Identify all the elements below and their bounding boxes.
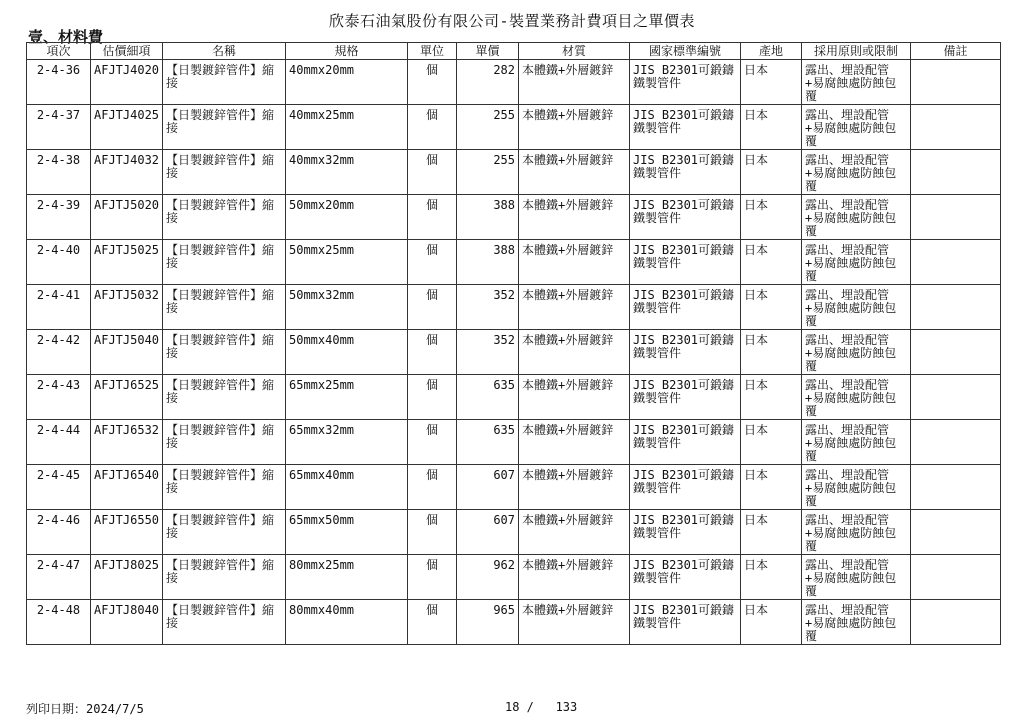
cell-name: 【日製鍍鋅管件】縮接 <box>163 510 286 555</box>
cell-spec: 50mmx25mm <box>286 240 408 285</box>
cell-usage: 露出、埋設配管+易腐蝕處防蝕包覆 <box>802 285 911 330</box>
table-row <box>27 330 1001 375</box>
cell-note <box>911 240 1001 285</box>
cell-name: 【日製鍍鋅管件】縮接 <box>163 555 286 600</box>
cell-usage: 露出、埋設配管+易腐蝕處防蝕包覆 <box>802 60 911 105</box>
cell-price: 352 <box>457 330 519 375</box>
cell-price: 388 <box>457 195 519 240</box>
cell-unit: 個 <box>408 420 457 465</box>
cell-code: AFJTJ5020 <box>91 195 163 240</box>
cell-usage: 露出、埋設配管+易腐蝕處防蝕包覆 <box>802 600 911 645</box>
cell-name: 【日製鍍鋅管件】縮接 <box>163 60 286 105</box>
cell-usage: 露出、埋設配管+易腐蝕處防蝕包覆 <box>802 330 911 375</box>
table-body <box>27 60 1001 645</box>
cell-note <box>911 600 1001 645</box>
table-row <box>27 510 1001 555</box>
cell-price: 607 <box>457 510 519 555</box>
cell-note <box>911 285 1001 330</box>
table-row <box>27 195 1001 240</box>
cell-note <box>911 195 1001 240</box>
cell-note <box>911 105 1001 150</box>
cell-unit: 個 <box>408 330 457 375</box>
header-price: 單價 <box>457 43 519 60</box>
cell-item: 2-4-43 <box>27 375 91 420</box>
cell-usage: 露出、埋設配管+易腐蝕處防蝕包覆 <box>802 150 911 195</box>
cell-item: 2-4-42 <box>27 330 91 375</box>
cell-note <box>911 60 1001 105</box>
cell-unit: 個 <box>408 510 457 555</box>
cell-spec: 50mmx32mm <box>286 285 408 330</box>
cell-unit: 個 <box>408 555 457 600</box>
cell-price: 607 <box>457 465 519 510</box>
header-standard: 國家標準編號 <box>630 43 741 60</box>
cell-spec: 50mmx20mm <box>286 195 408 240</box>
cell-item: 2-4-44 <box>27 420 91 465</box>
cell-item: 2-4-46 <box>27 510 91 555</box>
cell-usage: 露出、埋設配管+易腐蝕處防蝕包覆 <box>802 465 911 510</box>
cell-name: 【日製鍍鋅管件】縮接 <box>163 600 286 645</box>
cell-spec: 40mmx25mm <box>286 105 408 150</box>
cell-origin: 日本 <box>741 600 802 645</box>
table-row <box>27 600 1001 645</box>
cell-standard: JIS B2301可鍛鑄鐵製管件 <box>630 330 741 375</box>
cell-usage: 露出、埋設配管+易腐蝕處防蝕包覆 <box>802 375 911 420</box>
cell-usage: 露出、埋設配管+易腐蝕處防蝕包覆 <box>802 240 911 285</box>
page-number: 18 / 133 <box>505 700 578 714</box>
cell-name: 【日製鍍鋅管件】縮接 <box>163 420 286 465</box>
cell-origin: 日本 <box>741 330 802 375</box>
cell-code: AFJTJ5025 <box>91 240 163 285</box>
cell-item: 2-4-38 <box>27 150 91 195</box>
header-item: 項次 <box>27 43 91 60</box>
header-usage: 採用原則或限制 <box>802 43 911 60</box>
cell-item: 2-4-39 <box>27 195 91 240</box>
table-row <box>27 555 1001 600</box>
cell-name: 【日製鍍鋅管件】縮接 <box>163 375 286 420</box>
cell-unit: 個 <box>408 240 457 285</box>
cell-name: 【日製鍍鋅管件】縮接 <box>163 105 286 150</box>
cell-standard: JIS B2301可鍛鑄鐵製管件 <box>630 465 741 510</box>
cell-price: 352 <box>457 285 519 330</box>
cell-name: 【日製鍍鋅管件】縮接 <box>163 195 286 240</box>
cell-spec: 65mmx25mm <box>286 375 408 420</box>
cell-standard: JIS B2301可鍛鑄鐵製管件 <box>630 600 741 645</box>
cell-note <box>911 375 1001 420</box>
cell-material: 本體鐵+外層鍍鋅 <box>519 465 630 510</box>
cell-code: AFJTJ6550 <box>91 510 163 555</box>
cell-item: 2-4-48 <box>27 600 91 645</box>
cell-usage: 露出、埋設配管+易腐蝕處防蝕包覆 <box>802 195 911 240</box>
header-spec: 規格 <box>286 43 408 60</box>
cell-code: AFJTJ4020 <box>91 60 163 105</box>
table-row <box>27 420 1001 465</box>
table-row <box>27 240 1001 285</box>
cell-unit: 個 <box>408 195 457 240</box>
cell-spec: 50mmx40mm <box>286 330 408 375</box>
cell-note <box>911 510 1001 555</box>
cell-note <box>911 465 1001 510</box>
cell-material: 本體鐵+外層鍍鋅 <box>519 150 630 195</box>
cell-standard: JIS B2301可鍛鑄鐵製管件 <box>630 510 741 555</box>
cell-standard: JIS B2301可鍛鑄鐵製管件 <box>630 240 741 285</box>
cell-standard: JIS B2301可鍛鑄鐵製管件 <box>630 285 741 330</box>
cell-price: 965 <box>457 600 519 645</box>
cell-material: 本體鐵+外層鍍鋅 <box>519 195 630 240</box>
cell-spec: 65mmx32mm <box>286 420 408 465</box>
cell-item: 2-4-37 <box>27 105 91 150</box>
cell-unit: 個 <box>408 60 457 105</box>
cell-code: AFJTJ8025 <box>91 555 163 600</box>
cell-unit: 個 <box>408 105 457 150</box>
cell-code: AFJTJ8040 <box>91 600 163 645</box>
cell-origin: 日本 <box>741 60 802 105</box>
cell-item: 2-4-47 <box>27 555 91 600</box>
cell-price: 962 <box>457 555 519 600</box>
cell-note <box>911 330 1001 375</box>
cell-material: 本體鐵+外層鍍鋅 <box>519 60 630 105</box>
cell-origin: 日本 <box>741 375 802 420</box>
cell-standard: JIS B2301可鍛鑄鐵製管件 <box>630 195 741 240</box>
cell-code: AFJTJ6540 <box>91 465 163 510</box>
cell-code: AFJTJ4032 <box>91 150 163 195</box>
header-unit: 單位 <box>408 43 457 60</box>
table-row <box>27 60 1001 105</box>
cell-name: 【日製鍍鋅管件】縮接 <box>163 150 286 195</box>
cell-note <box>911 150 1001 195</box>
cell-material: 本體鐵+外層鍍鋅 <box>519 555 630 600</box>
cell-name: 【日製鍍鋅管件】縮接 <box>163 465 286 510</box>
print-date: 列印日期：2024/7/5 <box>26 702 144 716</box>
cell-code: AFJTJ4025 <box>91 105 163 150</box>
cell-usage: 露出、埋設配管+易腐蝕處防蝕包覆 <box>802 555 911 600</box>
cell-spec: 40mmx20mm <box>286 60 408 105</box>
cell-unit: 個 <box>408 600 457 645</box>
cell-standard: JIS B2301可鍛鑄鐵製管件 <box>630 555 741 600</box>
cell-material: 本體鐵+外層鍍鋅 <box>519 375 630 420</box>
cell-spec: 65mmx40mm <box>286 465 408 510</box>
price-table <box>26 42 1001 645</box>
cell-code: AFJTJ6532 <box>91 420 163 465</box>
cell-note <box>911 555 1001 600</box>
cell-origin: 日本 <box>741 105 802 150</box>
section-title: 壹、材料費 <box>28 28 104 46</box>
cell-standard: JIS B2301可鍛鑄鐵製管件 <box>630 420 741 465</box>
table-row <box>27 375 1001 420</box>
cell-price: 255 <box>457 105 519 150</box>
cell-standard: JIS B2301可鍛鑄鐵製管件 <box>630 150 741 195</box>
cell-origin: 日本 <box>741 465 802 510</box>
cell-note <box>911 420 1001 465</box>
table-row <box>27 150 1001 195</box>
cell-origin: 日本 <box>741 195 802 240</box>
table-header-row <box>27 43 1001 60</box>
cell-material: 本體鐵+外層鍍鋅 <box>519 240 630 285</box>
cell-item: 2-4-45 <box>27 465 91 510</box>
cell-item: 2-4-40 <box>27 240 91 285</box>
cell-code: AFJTJ6525 <box>91 375 163 420</box>
cell-usage: 露出、埋設配管+易腐蝕處防蝕包覆 <box>802 105 911 150</box>
header-note: 備註 <box>911 43 1001 60</box>
table-row <box>27 465 1001 510</box>
cell-origin: 日本 <box>741 555 802 600</box>
cell-item: 2-4-36 <box>27 60 91 105</box>
cell-origin: 日本 <box>741 285 802 330</box>
cell-name: 【日製鍍鋅管件】縮接 <box>163 285 286 330</box>
cell-unit: 個 <box>408 465 457 510</box>
cell-origin: 日本 <box>741 240 802 285</box>
cell-material: 本體鐵+外層鍍鋅 <box>519 330 630 375</box>
cell-price: 635 <box>457 420 519 465</box>
cell-code: AFJTJ5040 <box>91 330 163 375</box>
cell-standard: JIS B2301可鍛鑄鐵製管件 <box>630 105 741 150</box>
cell-price: 255 <box>457 150 519 195</box>
cell-item: 2-4-41 <box>27 285 91 330</box>
cell-price: 282 <box>457 60 519 105</box>
cell-name: 【日製鍍鋅管件】縮接 <box>163 330 286 375</box>
cell-spec: 40mmx32mm <box>286 150 408 195</box>
cell-standard: JIS B2301可鍛鑄鐵製管件 <box>630 60 741 105</box>
cell-origin: 日本 <box>741 510 802 555</box>
cell-origin: 日本 <box>741 150 802 195</box>
header-code: 估價細項 <box>91 43 163 60</box>
table-row <box>27 105 1001 150</box>
cell-standard: JIS B2301可鍛鑄鐵製管件 <box>630 375 741 420</box>
cell-material: 本體鐵+外層鍍鋅 <box>519 600 630 645</box>
header-name: 名稱 <box>163 43 286 60</box>
cell-spec: 65mmx50mm <box>286 510 408 555</box>
cell-code: AFJTJ5032 <box>91 285 163 330</box>
cell-unit: 個 <box>408 285 457 330</box>
cell-unit: 個 <box>408 150 457 195</box>
cell-spec: 80mmx40mm <box>286 600 408 645</box>
cell-usage: 露出、埋設配管+易腐蝕處防蝕包覆 <box>802 510 911 555</box>
cell-origin: 日本 <box>741 420 802 465</box>
cell-unit: 個 <box>408 375 457 420</box>
document-title: 欣泰石油氣股份有限公司-裝置業務計費項目之單價表 <box>328 12 696 30</box>
cell-material: 本體鐵+外層鍍鋅 <box>519 510 630 555</box>
header-origin: 產地 <box>741 43 802 60</box>
header-material: 材質 <box>519 43 630 60</box>
cell-price: 388 <box>457 240 519 285</box>
cell-name: 【日製鍍鋅管件】縮接 <box>163 240 286 285</box>
cell-material: 本體鐵+外層鍍鋅 <box>519 420 630 465</box>
cell-usage: 露出、埋設配管+易腐蝕處防蝕包覆 <box>802 420 911 465</box>
cell-spec: 80mmx25mm <box>286 555 408 600</box>
cell-price: 635 <box>457 375 519 420</box>
table-row <box>27 285 1001 330</box>
cell-material: 本體鐵+外層鍍鋅 <box>519 285 630 330</box>
cell-material: 本體鐵+外層鍍鋅 <box>519 105 630 150</box>
